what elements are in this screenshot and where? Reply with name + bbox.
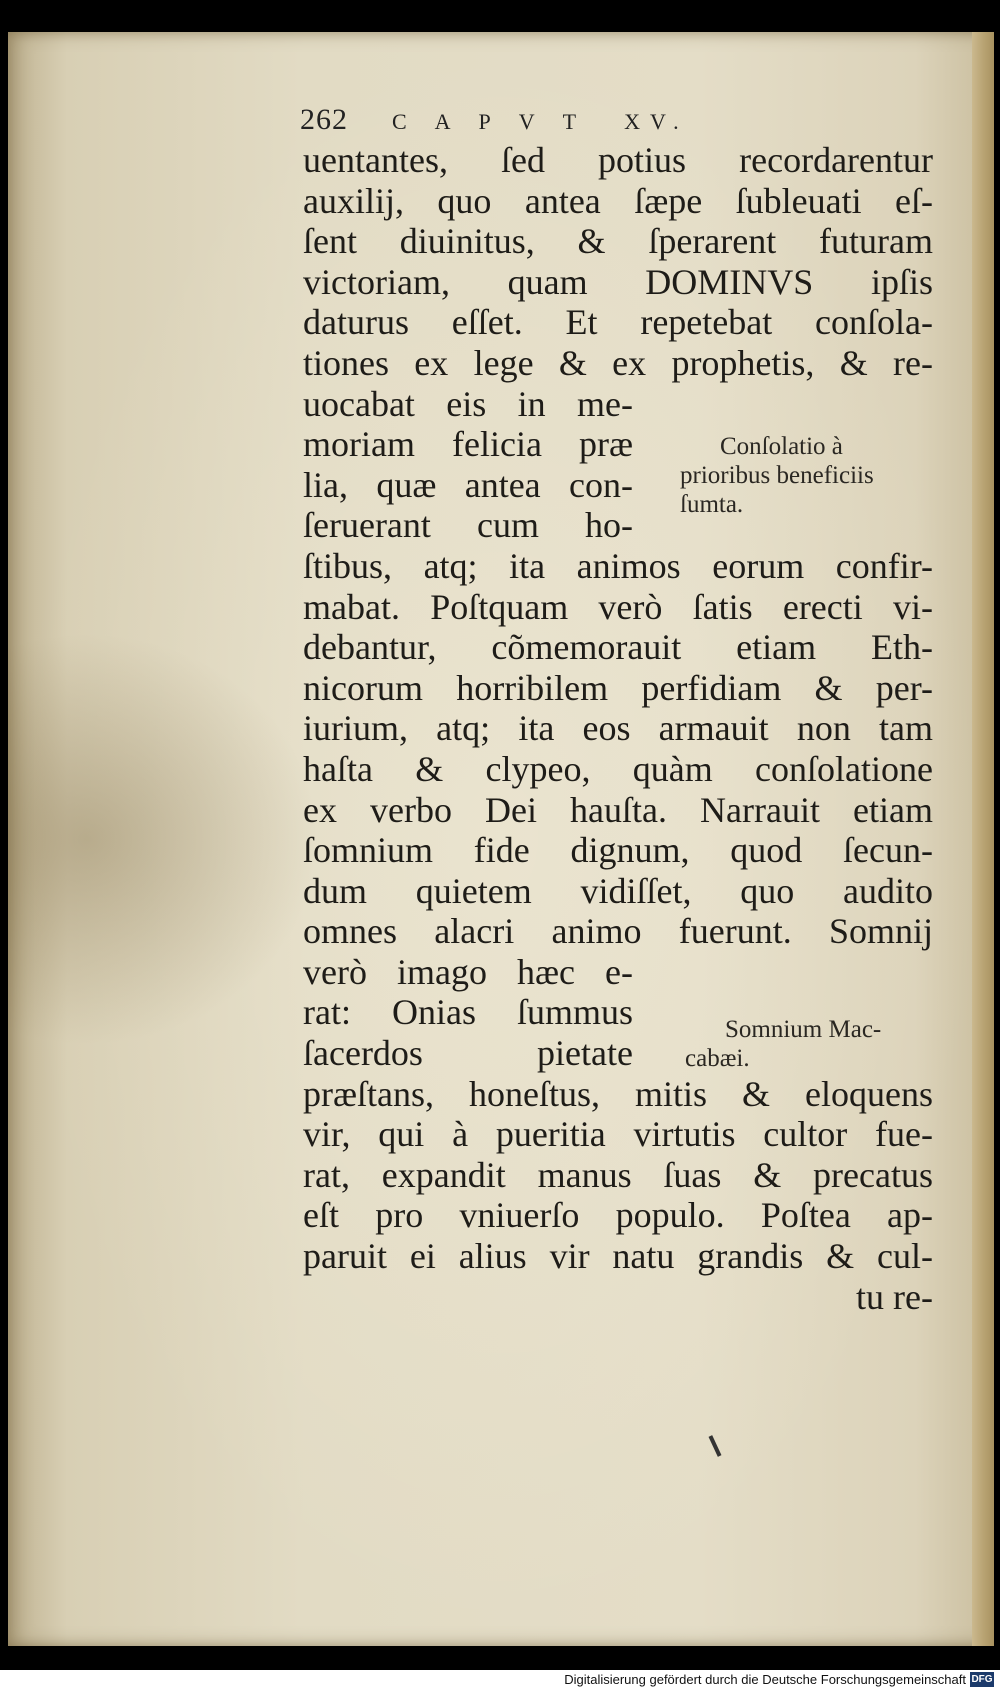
text-line: victoriam, quam DOMINVS ipſis [303,261,933,302]
text-line: rat: Onias ſummus [303,992,633,1033]
text-line: paruit ei alius vir natu grandis & cul- [303,1236,933,1277]
text-line: ſent diuinitus, & ſperarent futuram [303,221,933,262]
text-line: omnes alacri animo fuerunt. Somnij [303,911,933,952]
text-line: uentantes, ſed potius recordarentur [303,140,933,180]
text-line: ex verbo Dei hauſta. Narrauit etiam [303,789,933,830]
text-line: vir, qui à pueritia virtutis cultor fue- [303,1114,933,1155]
funding-credit: Digitalisierung gefördert durch die Deutsche Forschungsgemeinschaft [564,1672,966,1687]
margin-note [680,432,940,519]
text-line: haſta & clypeo, quàm conſolatione [303,748,933,789]
running-head [300,103,820,143]
text-line: ſomnium fide dignum, quod ſecun- [303,830,933,871]
text-line: uocabat eis in me- [303,383,633,424]
text-line: ſeruerant cum ho- [303,505,633,546]
text-line: ſtibus, atq; ita animos eorum confir- [303,545,933,586]
margin-note-line: Somnium Mac- [725,1016,882,1043]
text-line: rat, expandit manus ſuas & precatus [303,1154,933,1195]
page-edge [972,32,994,1646]
text-line: tiones ex lege & ex prophetis, & re- [303,342,933,383]
text-line: lia, quæ antea con- [303,464,633,505]
body-text [303,140,933,1317]
margin-note [685,1015,925,1073]
page-number: 262 [300,103,348,136]
text-line: ſacerdos pietate [303,1033,633,1074]
text-line: præſtans, honeſtus, mitis & eloquens [303,1073,933,1114]
catchword: tu re- [856,1276,933,1317]
text-line: eſt pro vniuerſo populo. Poſtea ap- [303,1195,933,1236]
text-line: mabat. Poſtquam verò ſatis erecti vi- [303,586,933,627]
margin-note-line: cabæi. [685,1045,750,1072]
text-line: daturus eſſet. Et repetebat conſola- [303,302,933,343]
dfg-logo: DFG [971,1674,993,1685]
chapter-title: CAPVT [392,109,605,134]
text-line: dum quietem vidiſſet, quo audito [303,870,933,911]
margin-note-line: ſumta. [680,491,744,518]
margin-note-line: prioribus beneficiis [680,462,874,489]
text-line: auxilij, quo antea ſæpe ſubleuati eſ- [303,180,933,221]
chapter-number: XV. [624,109,689,134]
text-line: verò imago hæc e- [303,951,633,992]
text-line: nicorum horribilem perfidiam & per- [303,667,933,708]
text-line: debantur, cõmemorauit etiam Eth- [303,627,933,668]
text-line: moriam felicia præ [303,424,633,465]
margin-note-line: Conſolatio à [720,433,843,460]
text-line: iurium, atq; ita eos armauit non tam [303,708,933,749]
